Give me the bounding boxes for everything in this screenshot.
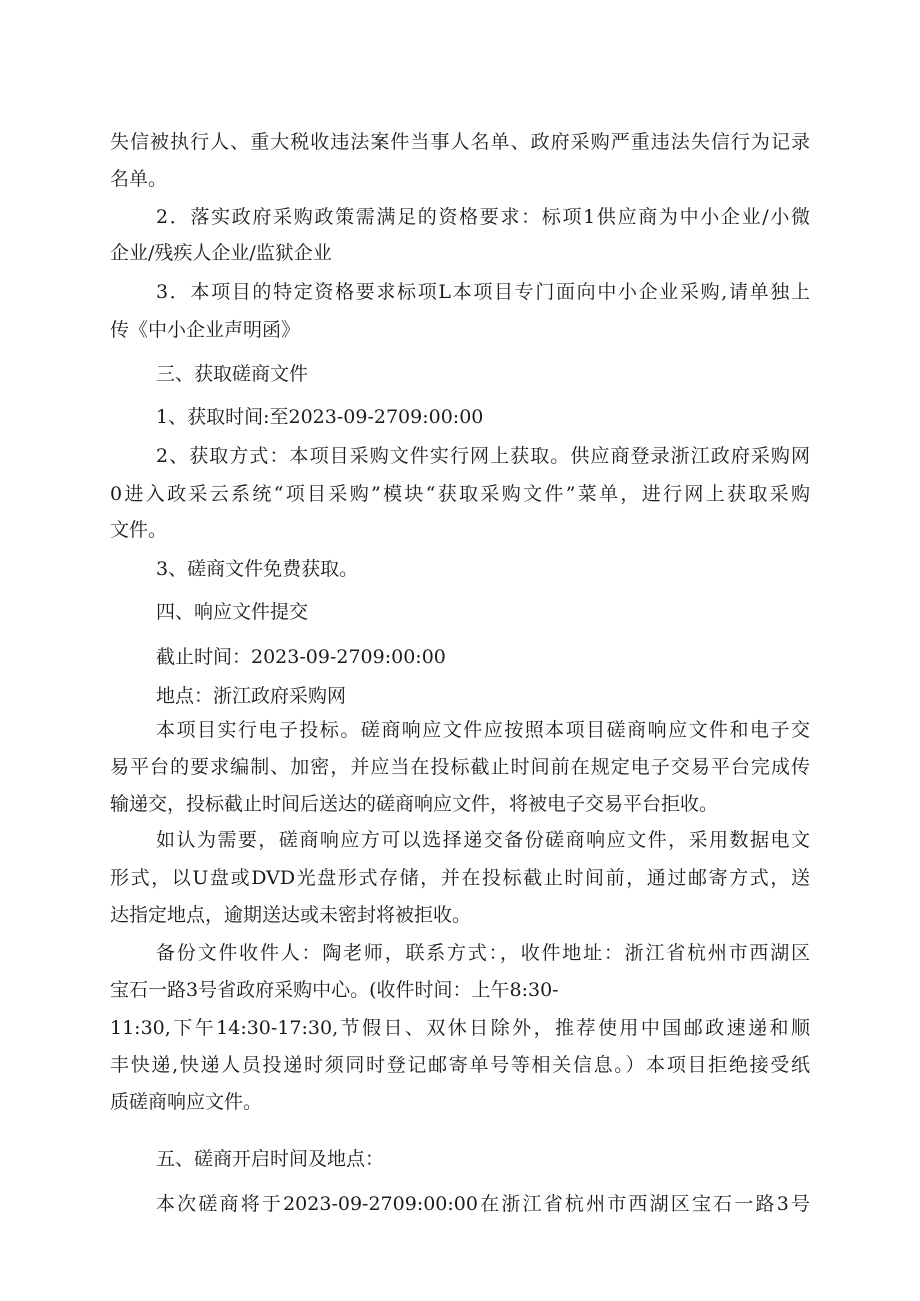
- paragraph-line: 2、获取方式：本项目采购文件实行网上获取。供应商登录浙江政府采购网: [156, 445, 810, 467]
- section-heading: 四、响应文件提交: [156, 601, 309, 623]
- paragraph-line: 本项目实行电子投标。磋商响应文件应按照本项目磋商响应文件和电子交: [156, 719, 810, 741]
- section-heading: 三、获取磋商文件: [156, 363, 309, 385]
- paragraph-line: 1、获取时间:至2023-09-2709:00:00: [156, 406, 484, 428]
- paragraph-line: 形式，以U盘或DVD光盘形式存储，并在投标截止时间前，通过邮寄方式，送: [110, 867, 810, 889]
- section-heading: 五、磋商开启时间及地点：: [156, 1148, 385, 1170]
- paragraph-line: 3、磋商文件免费获取。: [156, 558, 359, 580]
- paragraph-line: 企业/残疾人企业/监狱企业: [110, 242, 332, 264]
- paragraph-line: 3．本项目的特定资格要求标项L本项目专门面向中小企业采购,请单独上: [156, 281, 810, 303]
- paragraph-line: 达指定地点，逾期送达或未密封将被拒收。: [110, 904, 472, 926]
- paragraph-line: 文件。: [110, 519, 168, 541]
- paragraph-line: 易平台的要求编制、加密，并应当在投标截止时间前在规定电子交易平台完成传: [110, 756, 810, 778]
- paragraph-line: 截止时间：2023-09-2709:00:00: [156, 646, 446, 668]
- paragraph-line: 0进入政采云系统“项目采购”模块“获取采购文件”菜单，进行网上获取采购: [110, 483, 810, 505]
- paragraph-line: 地点：浙江政府采购网: [156, 685, 347, 707]
- paragraph-line: 备份文件收件人：陶老师，联系方式：，收件地址：浙江省杭州市西湖区: [156, 942, 810, 964]
- paragraph-line: 失信被执行人、重大税收违法案件当事人名单、政府采购严重违法失信行为记录: [110, 131, 810, 153]
- paragraph-line: 名单。: [110, 168, 168, 190]
- paragraph-line: 丰快递,快递人员投递时须同时登记邮寄单号等相关信息。）本项目拒绝接受纸: [110, 1054, 810, 1076]
- paragraph-line: 质磋商响应文件。: [110, 1091, 263, 1113]
- paragraph-line: 输递交，投标截止时间后送达的磋商响应文件，将被电子交易平台拒收。: [110, 793, 719, 815]
- paragraph-line: 本次磋商将于2023-09-2709:00:00在浙江省杭州市西湖区宝石一路3号: [156, 1193, 810, 1215]
- paragraph-line: 传《中小企业声明函》: [110, 319, 301, 341]
- paragraph-line: 2．落实政府采购政策需满足的资格要求：标项1供应商为中小企业/小微: [156, 206, 810, 228]
- paragraph-line: 宝石一路3号省政府采购中心。(收件时间：上午8:30-: [110, 979, 559, 1001]
- paragraph-line: 如认为需要，磋商响应方可以选择递交备份磋商响应文件，采用数据电文: [156, 829, 810, 851]
- paragraph-line: 11:30,下午14:30-17:30,节假日、双休日除外，推荐使用中国邮政速递和顺: [110, 1017, 810, 1039]
